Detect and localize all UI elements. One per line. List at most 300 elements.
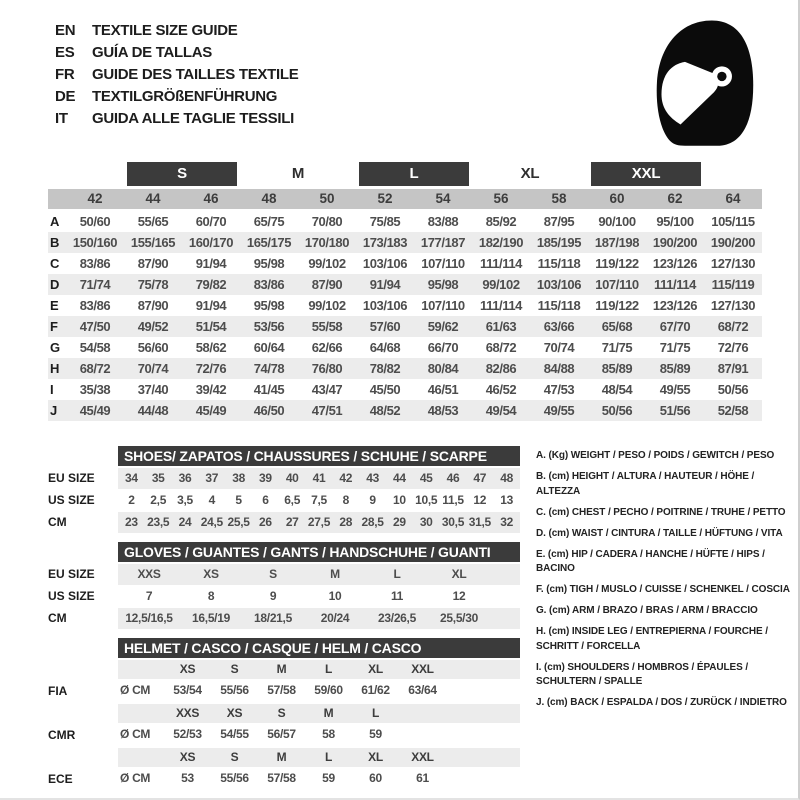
size-cell: 35/38 — [79, 382, 111, 397]
size-cell: 111/114 — [479, 298, 523, 313]
size-cell: 85/92 — [485, 214, 517, 229]
size-cell: 87/95 — [543, 214, 575, 229]
helmet-value-row-wrap — [48, 681, 520, 702]
row-values — [118, 608, 520, 629]
size-group-l: L — [359, 162, 469, 186]
size-cell: 50/56 — [717, 382, 749, 397]
size-cell: 63/66 — [543, 319, 575, 334]
row-label: C — [50, 256, 60, 271]
value-cell: 10 — [393, 493, 406, 507]
helmet-value-cell: 53/54 — [173, 683, 202, 697]
size-cell: 165/175 — [246, 235, 292, 250]
section-row — [48, 490, 520, 511]
helmet-size-cell: XL — [368, 750, 383, 764]
column-header-54: 54 — [435, 191, 451, 206]
size-cell: 119/122 — [595, 256, 639, 271]
size-cell: 87/90 — [137, 256, 169, 271]
size-row-d — [48, 274, 762, 295]
size-cell: 177/187 — [420, 235, 466, 250]
size-cell: 84/88 — [543, 361, 575, 376]
size-cell: 190/200 — [710, 235, 756, 250]
helmet-value-row-wrap — [48, 769, 520, 790]
size-cell: 99/102 — [482, 277, 520, 292]
helmet-size-cell: XS — [179, 662, 196, 676]
size-group-xxl: XXL — [591, 162, 701, 186]
language-code: DE — [55, 88, 76, 105]
helmet-value-cell: 58 — [322, 727, 335, 741]
size-row-e — [48, 295, 762, 316]
value-cell: 2,5 — [150, 493, 167, 507]
row-values — [118, 468, 520, 489]
row-label: H — [50, 361, 60, 376]
size-cell: 103/106 — [362, 298, 408, 313]
value-cell: 29 — [393, 515, 406, 529]
size-cell: 60/70 — [195, 214, 227, 229]
size-cell: 66/70 — [427, 340, 459, 355]
helmet-header — [48, 638, 520, 658]
value-cell: 47 — [473, 471, 487, 485]
value-cell: 10 — [328, 589, 342, 603]
value-cell: 7 — [145, 589, 153, 603]
value-cell: XXS — [137, 567, 161, 581]
size-cell: 67/70 — [659, 319, 691, 334]
diameter-label: Ø CM — [120, 727, 151, 741]
shoes-section — [48, 446, 520, 534]
value-cell: 36 — [178, 471, 192, 485]
value-cell: XS — [203, 567, 219, 581]
size-column-header — [48, 189, 762, 209]
value-cell: 9 — [369, 493, 376, 507]
size-cell: 45/49 — [195, 403, 227, 418]
value-cell: 23/26,5 — [378, 611, 416, 625]
size-cell: 79/82 — [195, 277, 227, 292]
row-label: E — [50, 298, 59, 313]
size-row-c — [48, 253, 762, 274]
value-cell: 34 — [125, 471, 138, 485]
value-cell: 25,5/30 — [440, 611, 478, 625]
row-label: A — [50, 214, 60, 229]
size-cell: 48/53 — [427, 403, 459, 418]
size-cell: 115/119 — [711, 277, 755, 292]
size-cell: 71/75 — [601, 340, 633, 355]
row-values — [118, 564, 520, 585]
column-header-60: 60 — [609, 191, 625, 206]
value-cell: 27,5 — [307, 515, 331, 529]
value-cell: 5 — [235, 493, 242, 507]
value-cell: 24 — [178, 515, 192, 529]
helmet-size-cell: S — [230, 750, 239, 764]
size-cell: 115/118 — [537, 298, 581, 313]
size-cell: 107/110 — [421, 256, 465, 271]
value-cell: 30 — [419, 515, 433, 529]
helmet-size-cell: M — [276, 750, 287, 764]
column-header-42: 42 — [87, 191, 103, 206]
value-cell: 26 — [259, 515, 272, 529]
helmet-section — [48, 638, 520, 792]
value-cell: 4 — [208, 493, 215, 507]
diameter-label: Ø CM — [120, 771, 151, 785]
value-cell: 45 — [419, 471, 433, 485]
helmet-size-row — [118, 704, 520, 723]
language-title: TEXTILE SIZE GUIDE — [92, 22, 238, 39]
size-cell: 107/110 — [595, 277, 639, 292]
helmet-size-cell: XXL — [411, 750, 434, 764]
row-label: D — [50, 277, 60, 292]
value-cell: 46 — [446, 471, 460, 485]
language-code: IT — [55, 110, 68, 127]
size-cell: 85/89 — [601, 361, 633, 376]
size-cell: 70/80 — [311, 214, 343, 229]
value-cell: 8 — [207, 589, 215, 603]
row-label: I — [50, 382, 54, 397]
size-cell: 71/75 — [659, 340, 691, 355]
value-cell: 18/21,5 — [254, 611, 292, 625]
language-row — [55, 110, 298, 132]
size-cell: 61/63 — [485, 319, 517, 334]
size-cell: 46/52 — [485, 382, 517, 397]
size-cell: 72/76 — [717, 340, 749, 355]
helmet-size-cell: M — [323, 706, 334, 720]
size-cell: 160/170 — [188, 235, 234, 250]
size-cell: 170/180 — [304, 235, 350, 250]
helmet-value-cell — [399, 725, 446, 744]
size-cell: 75/85 — [369, 214, 401, 229]
size-cell: 37/40 — [137, 382, 169, 397]
size-cell: 107/110 — [421, 298, 465, 313]
value-cell: 28 — [339, 515, 353, 529]
textile-size-table — [48, 162, 762, 421]
helmet-size-row-wrap — [48, 660, 520, 679]
language-title: GUIDA ALLE TAGLIE TESSILI — [92, 110, 294, 127]
helmet-value-cell: 55/56 — [220, 771, 249, 785]
value-cell: 9 — [269, 589, 277, 603]
helmet-title: HELMET / CASCO / CASQUE / HELM / CASCO — [118, 638, 520, 658]
section-row — [48, 468, 520, 489]
size-cell: 47/50 — [79, 319, 111, 334]
size-cell: 119/122 — [595, 298, 639, 313]
value-cell: 24,5 — [200, 515, 223, 529]
value-cell: 2 — [128, 493, 135, 507]
value-cell: 23 — [125, 515, 138, 529]
section-row — [48, 564, 520, 585]
value-cell: 12,5/16,5 — [125, 611, 173, 625]
row-label-cm: CM — [48, 515, 67, 529]
legend-item-j: J. (cm) BACK / ESPALDA / DOS / ZURÜCK / INDIETRO — [536, 697, 787, 708]
value-cell: 11 — [390, 589, 404, 603]
size-cell: 95/98 — [253, 298, 285, 313]
row-label-eu-size: EU SIZE — [48, 471, 95, 485]
helmet-value-cell: 63/64 — [408, 683, 437, 697]
size-cell: 49/55 — [659, 382, 691, 397]
legend-item-g: G. (cm) ARM / BRAZO / BRAS / ARM / BRACCIO — [536, 605, 758, 616]
measurement-legend — [536, 449, 794, 717]
size-cell: 51/56 — [659, 403, 691, 418]
helmet-value-row-wrap — [48, 725, 520, 746]
size-cell: 87/90 — [311, 277, 343, 292]
size-cell: 51/54 — [195, 319, 227, 334]
size-cell: 68/72 — [485, 340, 517, 355]
size-row-b — [48, 232, 762, 253]
helmet-value-row — [118, 725, 520, 744]
size-cell: 155/165 — [130, 235, 176, 250]
size-table-body — [48, 211, 762, 421]
value-cell: 13 — [500, 493, 513, 507]
size-cell: 71/74 — [79, 277, 111, 292]
value-cell: 43 — [366, 471, 379, 485]
helmet-value-cell: 59/60 — [314, 683, 343, 697]
helmet-value-cell: 59 — [322, 771, 335, 785]
size-cell: 95/100 — [656, 214, 694, 229]
helmet-size-row — [118, 748, 520, 767]
column-header-62: 62 — [667, 191, 683, 206]
column-header-64: 64 — [725, 191, 741, 206]
gloves-title: GLOVES / GUANTES / GANTS / HANDSCHUHE / GUANTI — [118, 542, 520, 562]
size-cell: 127/130 — [710, 256, 756, 271]
size-cell: 115/118 — [537, 256, 581, 271]
column-header-58: 58 — [551, 191, 567, 206]
helmet-size-row — [118, 660, 520, 679]
size-row-i — [48, 379, 762, 400]
size-cell: 83/86 — [79, 298, 111, 313]
helmet-value-cell: 54/55 — [220, 727, 249, 741]
row-label-cm: CM — [48, 611, 67, 625]
size-cell: 74/78 — [253, 361, 285, 376]
helmet-value-row — [118, 769, 520, 788]
size-row-g — [48, 337, 762, 358]
size-cell: 127/130 — [710, 298, 756, 313]
size-cell: 49/55 — [543, 403, 575, 418]
shoes-title: SHOES/ ZAPATOS / CHAUSSURES / SCHUHE / SCARPE — [118, 446, 520, 466]
size-cell: 68/72 — [79, 361, 111, 376]
value-cell: 30,5 — [441, 515, 465, 529]
legend-item-a: A. (Kg) WEIGHT / PESO / POIDS / GEWITCH / PESO — [536, 450, 775, 461]
size-cell: 52/58 — [717, 403, 749, 418]
spacer — [48, 660, 118, 679]
helmet-size-cell: M — [276, 662, 287, 676]
size-cell: 62/66 — [311, 340, 343, 355]
size-cell: 91/94 — [369, 277, 401, 292]
section-row — [48, 586, 520, 607]
row-label: B — [50, 235, 60, 250]
value-cell: 38 — [232, 471, 245, 485]
column-header-50: 50 — [319, 191, 335, 206]
value-cell: 48 — [500, 471, 513, 485]
row-values — [118, 586, 520, 607]
value-cell: 6 — [262, 493, 269, 507]
size-cell: 47/53 — [543, 382, 575, 397]
size-cell: 111/114 — [653, 277, 697, 292]
size-cell: 190/200 — [652, 235, 698, 250]
size-cell: 65/68 — [601, 319, 633, 334]
diameter-spacer — [118, 660, 164, 679]
size-cell: 95/98 — [427, 277, 459, 292]
size-cell: 90/100 — [598, 214, 636, 229]
size-cell: 60/64 — [253, 340, 285, 355]
value-cell: 39 — [259, 471, 272, 485]
size-cell: 85/89 — [659, 361, 691, 376]
value-cell: 44 — [393, 471, 406, 485]
size-cell: 68/72 — [717, 319, 749, 334]
value-cell: 23,5 — [147, 515, 170, 529]
size-group-xl: XL — [520, 165, 540, 182]
column-header-52: 52 — [377, 191, 393, 206]
corner-cell — [48, 189, 66, 209]
size-row-f — [48, 316, 762, 337]
size-cell: 57/60 — [369, 319, 401, 334]
size-cell: 95/98 — [253, 256, 285, 271]
helmet-value-cell: 61 — [416, 771, 429, 785]
shoes-rows — [48, 468, 520, 533]
size-cell: 111/114 — [479, 256, 523, 271]
language-title: GUÍA DE TALLAS — [92, 44, 212, 61]
helmet-size-cell: S — [277, 706, 286, 720]
value-cell: 31,5 — [468, 515, 491, 529]
helmet-size-cell: L — [371, 706, 380, 720]
diameter-spacer — [118, 704, 164, 723]
row-label: F — [50, 319, 58, 334]
size-cell: 50/56 — [601, 403, 633, 418]
size-cell: 82/86 — [485, 361, 517, 376]
language-row — [55, 22, 298, 44]
size-cell: 99/102 — [308, 256, 346, 271]
value-cell: 7,5 — [311, 493, 327, 507]
size-cell: 72/76 — [195, 361, 227, 376]
helmet-value-cell: 55/56 — [220, 683, 249, 697]
row-values — [118, 512, 520, 533]
size-cell: 123/126 — [652, 256, 698, 271]
size-group-s: S — [127, 162, 237, 186]
value-cell: XL — [451, 567, 467, 581]
value-cell: 10,5 — [415, 493, 438, 507]
value-cell: 12 — [473, 493, 487, 507]
size-cell: 50/60 — [79, 214, 111, 229]
helmet-size-cell: L — [324, 750, 333, 764]
standard-label-cmr: CMR — [48, 728, 76, 742]
language-row — [55, 88, 298, 110]
size-cell: 70/74 — [543, 340, 575, 355]
gloves-rows — [48, 564, 520, 629]
size-cell: 46/51 — [427, 382, 459, 397]
value-cell: 12 — [452, 589, 466, 603]
size-cell: 47/51 — [311, 403, 343, 418]
size-cell: 76/80 — [311, 361, 343, 376]
helmet-size-row-wrap — [48, 748, 520, 767]
size-cell: 48/54 — [601, 382, 633, 397]
helmet-rows — [48, 660, 520, 790]
size-row-j — [48, 400, 762, 421]
helmet-icon — [648, 16, 760, 148]
value-cell: 20/24 — [320, 611, 350, 625]
size-cell: 78/82 — [369, 361, 401, 376]
helmet-value-cell: 61/62 — [361, 683, 390, 697]
size-cell: 80/84 — [427, 361, 459, 376]
legend-item-h: H. (cm) INSIDE LEG / ENTREPIERNA / FOURCHE / SCHRITT / FORCELLA — [536, 626, 768, 652]
size-cell: 91/94 — [195, 256, 227, 271]
language-code: FR — [55, 66, 75, 83]
size-letter-row — [48, 162, 762, 186]
size-cell: 59/62 — [427, 319, 459, 334]
column-header-56: 56 — [493, 191, 509, 206]
helmet-value-row — [118, 681, 520, 700]
size-cell: 150/160 — [72, 235, 118, 250]
value-cell: 42 — [339, 471, 353, 485]
value-cell: 37 — [205, 471, 219, 485]
row-label-us-size: US SIZE — [48, 493, 95, 507]
size-cell: 87/90 — [137, 298, 169, 313]
spacer — [48, 638, 118, 658]
size-cell: 49/54 — [485, 403, 517, 418]
helmet-size-cell: L — [324, 662, 333, 676]
spacer — [48, 542, 118, 562]
size-cell: 58/62 — [195, 340, 227, 355]
helmet-size-cell: XL — [368, 662, 383, 676]
size-row-h — [48, 358, 762, 379]
helmet-size-cell: XXL — [411, 662, 434, 676]
language-code: EN — [55, 22, 76, 39]
size-cell: 182/190 — [478, 235, 524, 250]
size-cell: 87/91 — [717, 361, 749, 376]
row-values — [118, 490, 520, 511]
language-header — [55, 22, 298, 132]
column-header-48: 48 — [261, 191, 277, 206]
size-cell: 83/88 — [427, 214, 459, 229]
gloves-section — [48, 542, 520, 630]
size-cell: 105/115 — [711, 214, 755, 229]
size-cell: 54/58 — [79, 340, 111, 355]
legend-item-i: I. (cm) SHOULDERS / HOMBROS / ÉPAULES / SCHULTERN / SPALLE — [536, 661, 749, 687]
value-cell: 11,5 — [442, 493, 464, 507]
value-cell: 32 — [500, 515, 513, 529]
size-cell: 99/102 — [308, 298, 346, 313]
helmet-value-cell: 60 — [369, 771, 382, 785]
row-label-eu-size: EU SIZE — [48, 567, 95, 581]
value-cell: 25,5 — [227, 515, 250, 529]
helmet-value-cell: 57/58 — [267, 771, 296, 785]
section-row — [48, 512, 520, 533]
helmet-size-cell: XS — [226, 706, 243, 720]
size-cell: 123/126 — [652, 298, 698, 313]
size-cell: 39/42 — [195, 382, 227, 397]
helmet-size-cell: XXS — [175, 706, 200, 720]
value-cell: L — [393, 567, 401, 581]
language-code: ES — [55, 44, 75, 61]
value-cell: 16,5/19 — [192, 611, 230, 625]
size-cell: 91/94 — [195, 298, 227, 313]
row-label-us-size: US SIZE — [48, 589, 95, 603]
size-cell: 45/49 — [79, 403, 111, 418]
size-cell: 173/183 — [362, 235, 408, 250]
size-cell: 103/106 — [362, 256, 408, 271]
helmet-value-cell: 57/58 — [267, 683, 296, 697]
size-cell: 49/52 — [137, 319, 169, 334]
size-cell: 70/74 — [137, 361, 169, 376]
size-cell: 45/50 — [369, 382, 401, 397]
language-title: TEXTILGRÖßENFÜHRUNG — [92, 88, 278, 105]
helmet-value-cell: 53 — [181, 771, 194, 785]
size-cell: 65/75 — [253, 214, 285, 229]
size-cell: 53/56 — [253, 319, 285, 334]
language-row — [55, 66, 298, 88]
column-header-46: 46 — [203, 191, 219, 206]
size-cell: 56/60 — [137, 340, 169, 355]
helmet-value-cell: 59 — [369, 727, 382, 741]
size-cell: 103/106 — [536, 277, 582, 292]
size-cell: 64/68 — [369, 340, 401, 355]
language-title: GUIDE DES TAILLES TEXTILE — [92, 66, 299, 83]
value-cell: M — [330, 567, 340, 581]
spacer — [48, 446, 118, 466]
helmet-size-cell: XS — [179, 750, 196, 764]
